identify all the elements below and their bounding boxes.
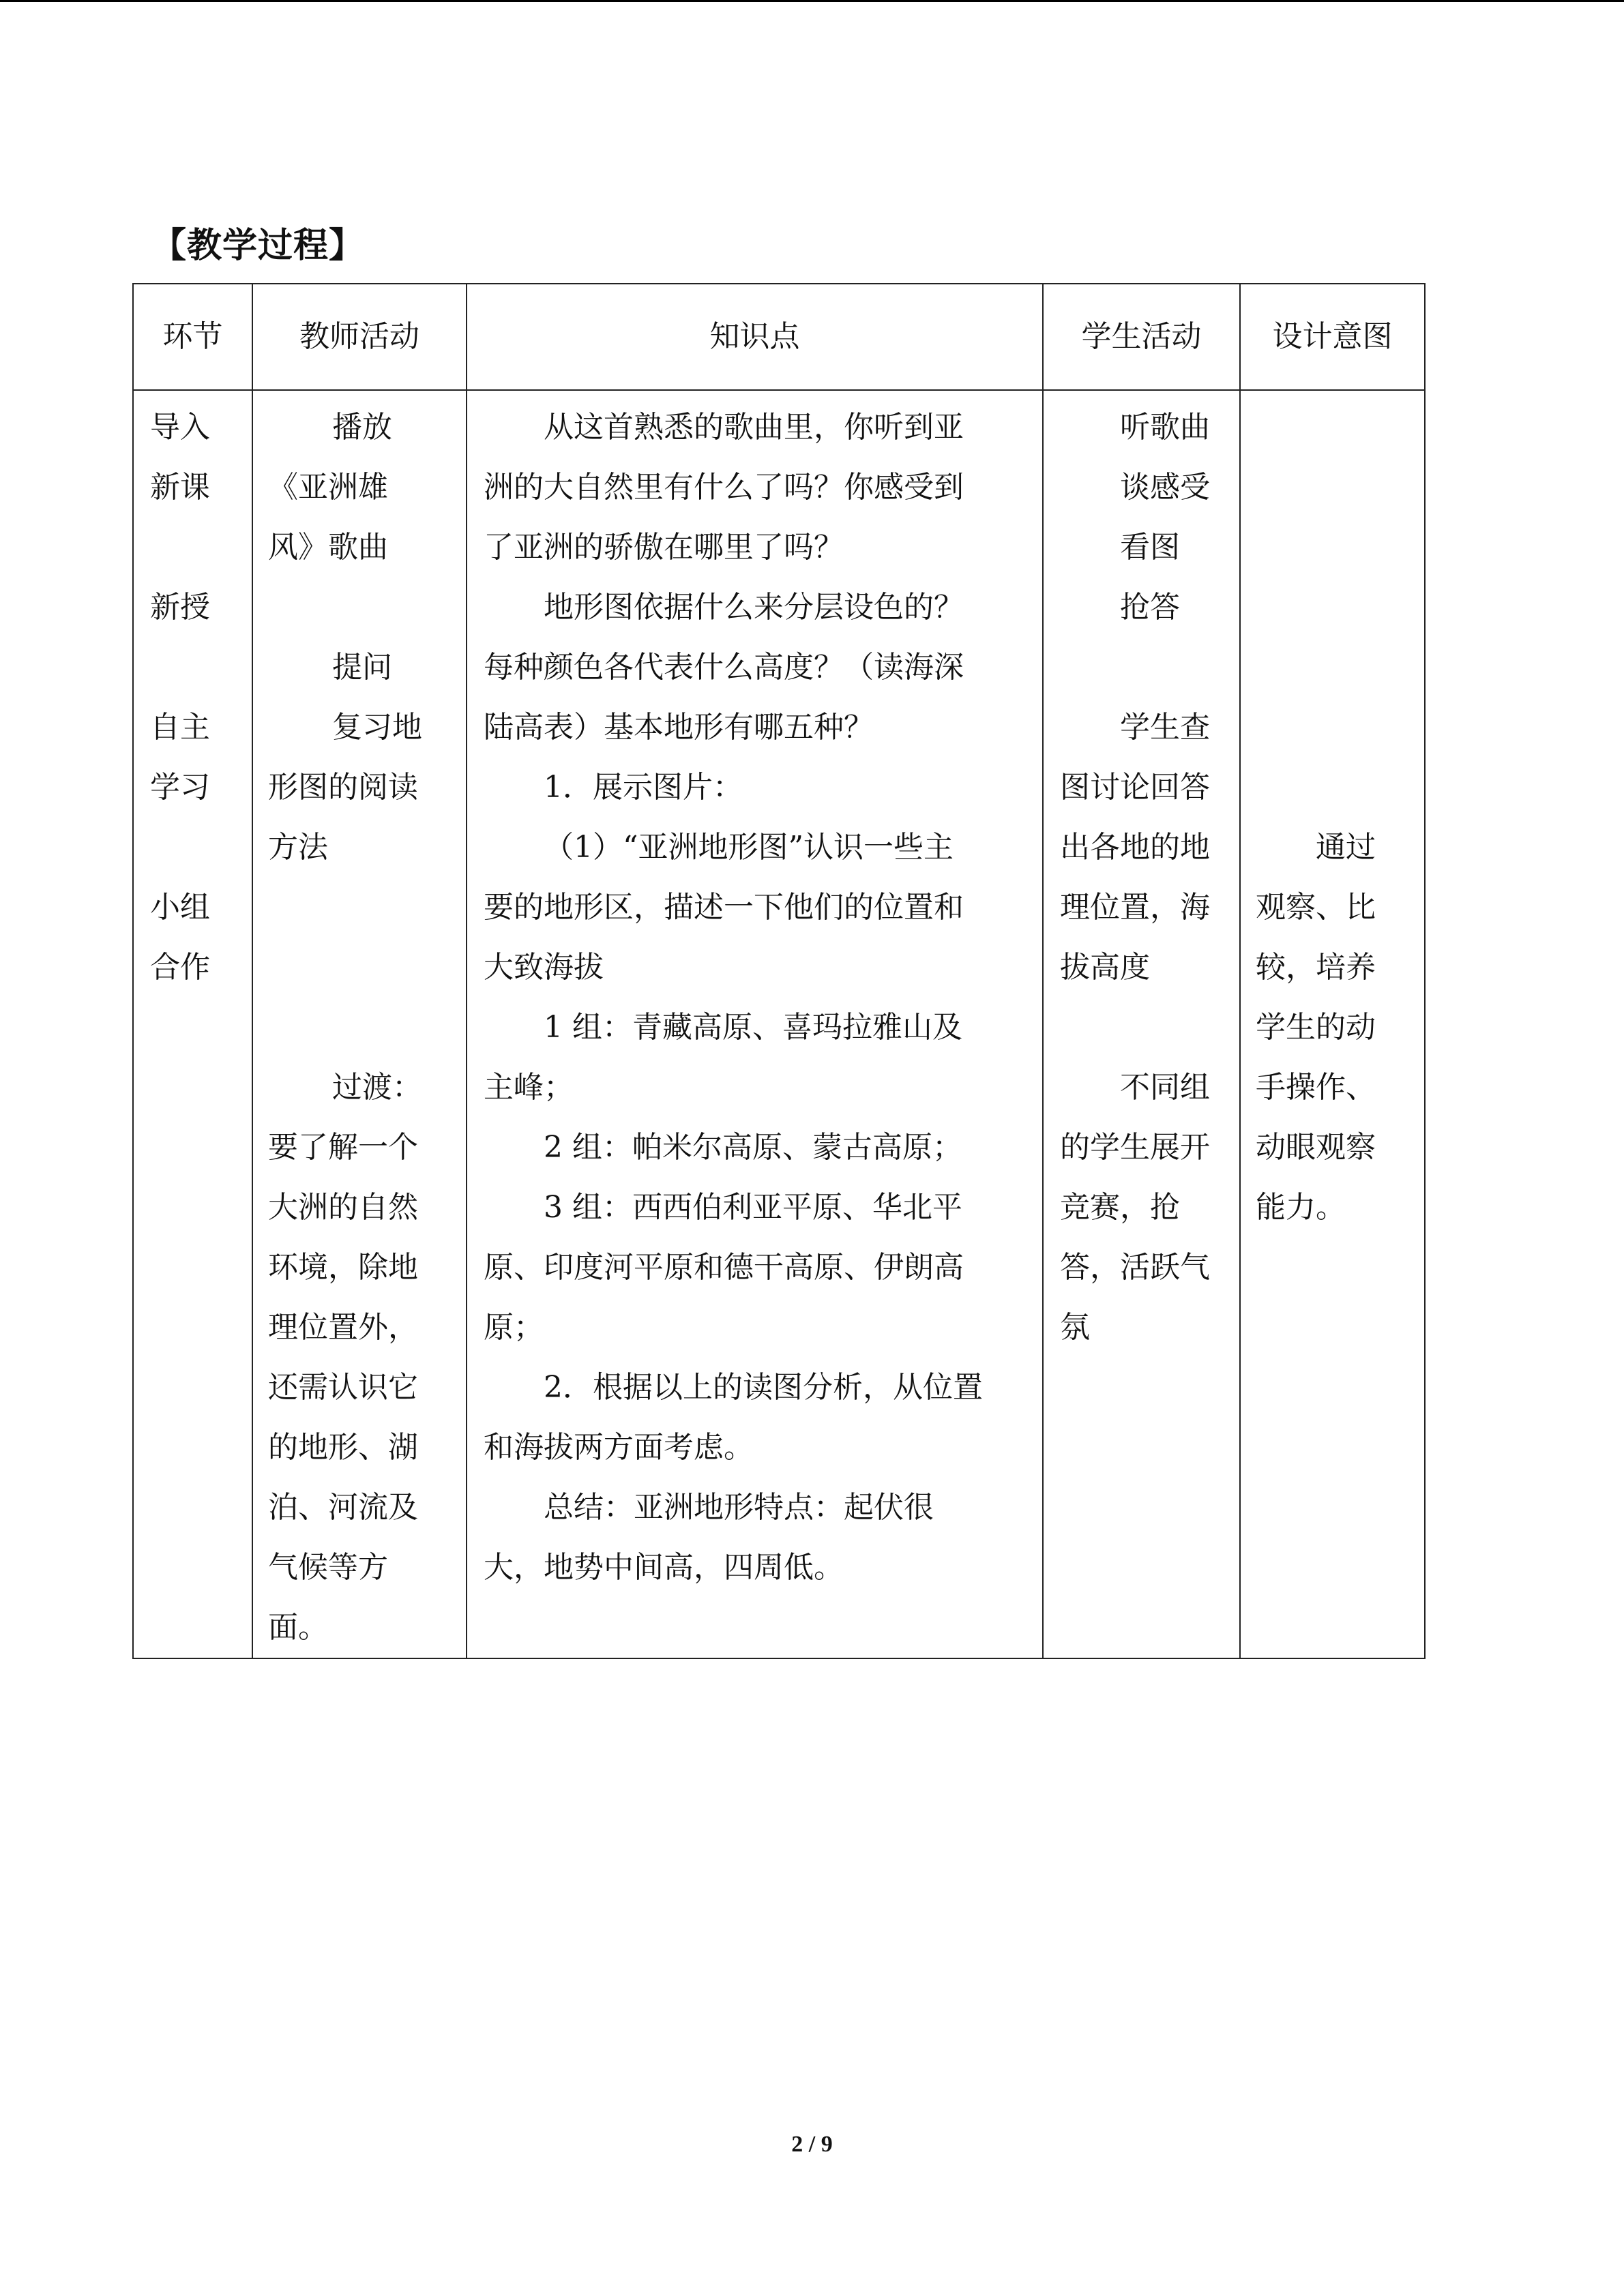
knowledge-text: 原、印度河平原和德干高原、伊朗高 <box>484 1250 964 1285</box>
section-text: 自主 <box>150 710 210 745</box>
section-text: 新授 <box>150 590 210 625</box>
teacher-text: 形图的阅读 <box>268 770 418 805</box>
teacher-text: 方法 <box>268 830 328 865</box>
teacher-text: 还需认识它 <box>268 1370 418 1405</box>
table-header-row <box>133 284 1425 390</box>
knowledge-text: 大，地势中间高，四周低。 <box>484 1550 844 1585</box>
knowledge-text: 要的地形区，描述一下他们的位置和 <box>484 890 964 925</box>
student-text: 竞赛，抢 <box>1060 1190 1180 1225</box>
section-text: 学习 <box>150 770 210 805</box>
knowledge-text: 1．展示图片： <box>544 770 743 805</box>
teacher-text: 环境，除地 <box>268 1250 418 1285</box>
teacher-text: 理位置外， <box>268 1310 418 1345</box>
knowledge-text: 从这首熟悉的歌曲里，你听到亚 <box>544 410 964 445</box>
teacher-text: 风》歌曲 <box>268 530 388 565</box>
teacher-text: 面。 <box>268 1610 328 1645</box>
header-design-intent: 设计意图 <box>1240 284 1425 390</box>
student-text: 理位置，海 <box>1060 890 1210 925</box>
header-knowledge-points: 知识点 <box>467 284 1043 390</box>
section-heading: 【教学过程】 <box>151 226 365 266</box>
knowledge-text: 3 组：西西伯利亚平原、华北平 <box>544 1190 962 1225</box>
teacher-activity-cell <box>252 390 467 1658</box>
knowledge-points-cell <box>467 390 1043 1658</box>
design-text: 观察、比 <box>1256 890 1376 925</box>
teacher-text: 提问 <box>332 650 392 685</box>
knowledge-text: 2．根据以上的读图分析，从位置 <box>544 1370 983 1405</box>
design-text: 动眼观察 <box>1256 1130 1376 1165</box>
student-activity-cell <box>1043 390 1240 1658</box>
teacher-text: 播放 <box>332 410 392 445</box>
header-section: 环节 <box>133 284 252 390</box>
knowledge-text: 和海拔两方面考虑。 <box>484 1430 754 1465</box>
knowledge-text: 地形图依据什么来分层设色的？ <box>544 590 964 625</box>
student-text: 出各地的地 <box>1060 830 1210 865</box>
teacher-text: 泊、河流及 <box>268 1490 418 1525</box>
student-text: 答，活跃气 <box>1060 1250 1210 1285</box>
knowledge-text: 每种颜色各代表什么高度？（读海深 <box>484 650 964 685</box>
teacher-text: 大洲的自然 <box>268 1190 418 1225</box>
student-text: 谈感受 <box>1120 470 1210 505</box>
student-text: 氛 <box>1060 1310 1090 1345</box>
design-text: 手操作、 <box>1256 1070 1376 1105</box>
teacher-text: 过渡： <box>332 1070 422 1105</box>
student-text: 拔高度 <box>1060 950 1150 985</box>
student-text: 看图 <box>1120 530 1180 565</box>
header-teacher-activity: 教师活动 <box>252 284 467 390</box>
section-text: 合作 <box>150 950 210 985</box>
teaching-process-table <box>132 283 1426 1659</box>
knowledge-text: 总结：亚洲地形特点：起伏很 <box>544 1490 934 1525</box>
teacher-text: 气候等方 <box>268 1550 388 1585</box>
design-text: 能力。 <box>1256 1190 1346 1225</box>
knowledge-text: 主峰； <box>484 1070 574 1105</box>
section-text: 小组 <box>150 890 210 925</box>
teacher-text: 的地形、湖 <box>268 1430 418 1465</box>
student-text: 的学生展开 <box>1060 1130 1210 1165</box>
student-text: 图讨论回答 <box>1060 770 1210 805</box>
teacher-text: 《亚洲雄 <box>268 470 388 505</box>
design-intent-cell <box>1240 390 1425 1658</box>
knowledge-text: 2 组：帕米尔高原、蒙古高原； <box>544 1130 962 1165</box>
teacher-text: 要了解一个 <box>268 1130 418 1165</box>
knowledge-text: 大致海拔 <box>484 950 604 985</box>
knowledge-text: （1）“亚洲地形图”认识一些主 <box>544 830 954 865</box>
student-text: 听歌曲 <box>1120 410 1210 445</box>
student-text: 学生查 <box>1120 710 1210 745</box>
header-student-activity: 学生活动 <box>1043 284 1240 390</box>
student-text: 不同组 <box>1120 1070 1210 1105</box>
knowledge-text: 陆高表）基本地形有哪五种？ <box>484 710 874 745</box>
table-row <box>133 390 1425 1658</box>
section-cell <box>133 390 252 1658</box>
page-number: 2 / 9 <box>791 2132 833 2157</box>
student-text: 抢答 <box>1120 590 1180 625</box>
section-text: 新课 <box>150 470 210 505</box>
knowledge-text: 了亚洲的骄傲在哪里了吗？ <box>484 530 844 565</box>
knowledge-text: 原； <box>484 1310 544 1345</box>
knowledge-text: 洲的大自然里有什么了吗？你感受到 <box>484 470 964 505</box>
section-text: 导入 <box>150 410 210 445</box>
teacher-text: 复习地 <box>332 710 422 745</box>
design-text: 较，培养 <box>1256 950 1376 985</box>
knowledge-text: 1 组：青藏高原、喜玛拉雅山及 <box>544 1010 962 1045</box>
design-text: 通过 <box>1316 830 1376 865</box>
design-text: 学生的动 <box>1256 1010 1376 1045</box>
